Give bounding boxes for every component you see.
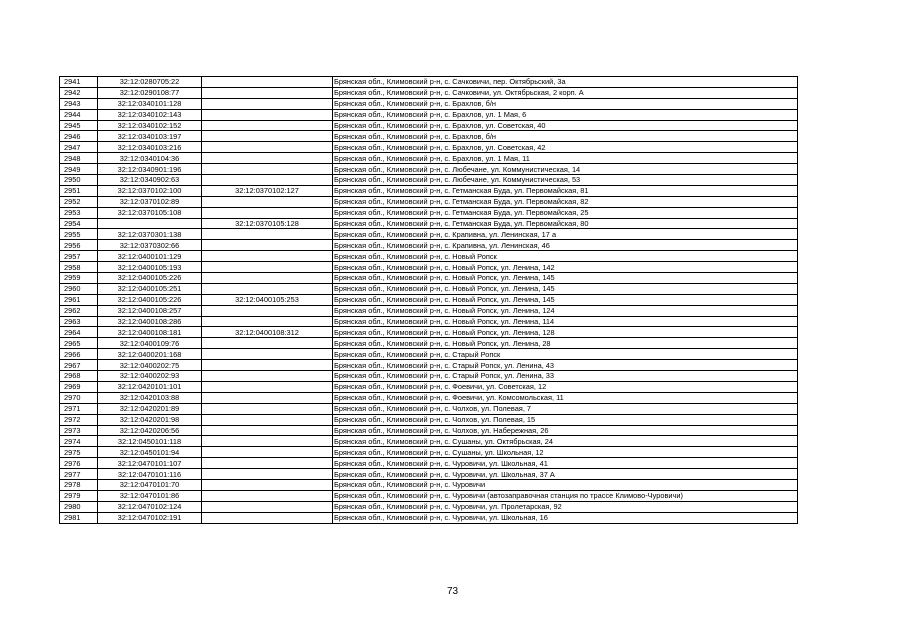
address-cell: Брянская обл., Климовский р-н, с. Сушаны, ул. Школьная, 12	[333, 447, 798, 458]
secondary-cadastral-number-cell	[202, 425, 333, 436]
table-row	[60, 316, 798, 327]
row-number-cell: 2943	[60, 98, 98, 109]
table-row	[60, 207, 798, 218]
secondary-cadastral-number-cell	[202, 490, 333, 501]
row-number-cell: 2952	[60, 196, 98, 207]
cadastral-number-cell: 32:12:0470101:70	[98, 479, 202, 490]
cadastral-number-cell: 32:12:0470101:116	[98, 469, 202, 480]
cadastral-number-cell: 32:12:0370302:66	[98, 240, 202, 251]
address-cell: Брянская обл., Климовский р-н, с. Брахлов, ул. 1 Мая, 11	[333, 153, 798, 164]
secondary-cadastral-number-cell	[202, 98, 333, 109]
address-cell: Брянская обл., Климовский р-н, с. Чуровичи	[333, 479, 798, 490]
secondary-cadastral-number-cell	[202, 131, 333, 142]
address-cell: Брянская обл., Климовский р-н, с. Брахлов, ул. 1 Мая, 6	[333, 109, 798, 120]
row-number-cell: 2953	[60, 207, 98, 218]
secondary-cadastral-number-cell	[202, 338, 333, 349]
table-row	[60, 425, 798, 436]
row-number-cell: 2960	[60, 283, 98, 294]
table-row	[60, 87, 798, 98]
table-row	[60, 98, 798, 109]
secondary-cadastral-number-cell	[202, 447, 333, 458]
table-row	[60, 403, 798, 414]
cadastral-number-cell: 32:12:0400105:193	[98, 262, 202, 273]
row-number-cell: 2970	[60, 392, 98, 403]
address-cell: Брянская обл., Климовский р-н, с. Новый Ропск, ул. Ленина, 145	[333, 294, 798, 305]
address-cell: Брянская обл., Климовский р-н, с. Брахлов, ул. Советская, 40	[333, 120, 798, 131]
address-cell: Брянская обл., Климовский р-н, с. Старый Ропск, ул. Ленина, 43	[333, 360, 798, 371]
secondary-cadastral-number-cell	[202, 479, 333, 490]
address-cell: Брянская обл., Климовский р-н, с. Новый Ропск, ул. Ленина, 145	[333, 273, 798, 284]
row-number-cell: 2957	[60, 251, 98, 262]
secondary-cadastral-number-cell	[202, 196, 333, 207]
address-cell: Брянская обл., Климовский р-н, с. Сачковичи, пер. Октябрьский, 3а	[333, 77, 798, 88]
row-number-cell: 2958	[60, 262, 98, 273]
secondary-cadastral-number-cell	[202, 175, 333, 186]
secondary-cadastral-number-cell	[202, 458, 333, 469]
row-number-cell: 2946	[60, 131, 98, 142]
table-row	[60, 381, 798, 392]
secondary-cadastral-number-cell	[202, 469, 333, 480]
table-row	[60, 349, 798, 360]
cadastral-number-cell: 32:12:0340102:143	[98, 109, 202, 120]
row-number-cell: 2944	[60, 109, 98, 120]
table-row	[60, 469, 798, 480]
secondary-cadastral-number-cell	[202, 153, 333, 164]
row-number-cell: 2978	[60, 479, 98, 490]
table-row	[60, 120, 798, 131]
secondary-cadastral-number-cell	[202, 109, 333, 120]
row-number-cell: 2981	[60, 512, 98, 523]
row-number-cell: 2950	[60, 175, 98, 186]
row-number-cell: 2971	[60, 403, 98, 414]
row-number-cell: 2967	[60, 360, 98, 371]
address-cell: Брянская обл., Климовский р-н, с. Сачковичи, ул. Октябрьская, 2 корп. А	[333, 87, 798, 98]
row-number-cell: 2972	[60, 414, 98, 425]
table-row	[60, 164, 798, 175]
table-row	[60, 479, 798, 490]
table-row	[60, 262, 798, 273]
secondary-cadastral-number-cell	[202, 392, 333, 403]
cadastral-number-cell: 32:12:0400108:181	[98, 327, 202, 338]
address-cell: Брянская обл., Климовский р-н, с. Гетманская Буда, ул. Первомайская, 80	[333, 218, 798, 229]
cadastral-number-cell: 32:12:0340901:196	[98, 164, 202, 175]
secondary-cadastral-number-cell: 32:12:0400105:253	[202, 294, 333, 305]
cadastral-number-cell: 32:12:0340101:128	[98, 98, 202, 109]
address-cell: Брянская обл., Климовский р-н, с. Крапивна, ул. Ленинская, 46	[333, 240, 798, 251]
cadastral-number-cell: 32:12:0290108:77	[98, 87, 202, 98]
address-cell: Брянская обл., Климовский р-н, с. Чолхов, ул. Набережная, 26	[333, 425, 798, 436]
secondary-cadastral-number-cell	[202, 316, 333, 327]
cadastral-number-cell: 32:12:0400101:129	[98, 251, 202, 262]
table-row	[60, 501, 798, 512]
row-number-cell: 2962	[60, 305, 98, 316]
address-cell: Брянская обл., Климовский р-н, с. Новый Ропск, ул. Ленина, 142	[333, 262, 798, 273]
address-cell: Брянская обл., Климовский р-н, с. Чуровичи, ул. Школьная, 41	[333, 458, 798, 469]
address-cell: Брянская обл., Климовский р-н, с. Брахлов, б/н	[333, 131, 798, 142]
address-cell: Брянская обл., Климовский р-н, с. Брахлов, ул. Советская, 42	[333, 142, 798, 153]
address-cell: Брянская обл., Климовский р-н, с. Гетманская Буда, ул. Первомайская, 82	[333, 196, 798, 207]
secondary-cadastral-number-cell: 32:12:0370102:127	[202, 185, 333, 196]
table-row	[60, 338, 798, 349]
address-cell: Брянская обл., Климовский р-н, с. Чуровичи, ул. Пролетарская, 92	[333, 501, 798, 512]
cadastral-number-cell: 32:12:0340902:63	[98, 175, 202, 186]
secondary-cadastral-number-cell	[202, 501, 333, 512]
cadastral-number-cell: 32:12:0280705:22	[98, 77, 202, 88]
row-number-cell: 2969	[60, 381, 98, 392]
table-row	[60, 283, 798, 294]
secondary-cadastral-number-cell	[202, 273, 333, 284]
cadastral-number-cell: 32:12:0400108:257	[98, 305, 202, 316]
address-cell: Брянская обл., Климовский р-н, с. Крапивна, ул. Ленинская, 17 а	[333, 229, 798, 240]
cadastral-number-cell: 32:12:0340104:36	[98, 153, 202, 164]
row-number-cell: 2941	[60, 77, 98, 88]
registry-table	[59, 76, 798, 524]
address-cell: Брянская обл., Климовский р-н, с. Новый Ропск, ул. Ленина, 145	[333, 283, 798, 294]
secondary-cadastral-number-cell	[202, 283, 333, 294]
secondary-cadastral-number-cell	[202, 120, 333, 131]
table-row	[60, 294, 798, 305]
address-cell: Брянская обл., Климовский р-н, с. Гетманская Буда, ул. Первомайская, 25	[333, 207, 798, 218]
address-cell: Брянская обл., Климовский р-н, с. Старый Ропск, ул. Ленина, 33	[333, 371, 798, 382]
row-number-cell: 2959	[60, 273, 98, 284]
secondary-cadastral-number-cell	[202, 436, 333, 447]
row-number-cell: 2964	[60, 327, 98, 338]
row-number-cell: 2973	[60, 425, 98, 436]
secondary-cadastral-number-cell	[202, 360, 333, 371]
row-number-cell: 2956	[60, 240, 98, 251]
cadastral-number-cell: 32:12:0420201:89	[98, 403, 202, 414]
secondary-cadastral-number-cell	[202, 403, 333, 414]
cadastral-number-cell: 32:12:0420201:98	[98, 414, 202, 425]
cadastral-number-cell: 32:12:0400109:76	[98, 338, 202, 349]
secondary-cadastral-number-cell	[202, 251, 333, 262]
cadastral-number-cell: 32:12:0470102:191	[98, 512, 202, 523]
secondary-cadastral-number-cell	[202, 512, 333, 523]
cadastral-number-cell: 32:12:0340102:152	[98, 120, 202, 131]
secondary-cadastral-number-cell	[202, 240, 333, 251]
address-cell: Брянская обл., Климовский р-н, с. Сушаны, ул. Октябрьская, 24	[333, 436, 798, 447]
secondary-cadastral-number-cell	[202, 207, 333, 218]
table-row	[60, 131, 798, 142]
table-row	[60, 218, 798, 229]
cadastral-number-cell: 32:12:0470101:107	[98, 458, 202, 469]
cadastral-number-cell: 32:12:0400202:75	[98, 360, 202, 371]
row-number-cell: 2961	[60, 294, 98, 305]
address-cell: Брянская обл., Климовский р-н, с. Чолхов, ул. Полевая, 7	[333, 403, 798, 414]
cadastral-number-cell: 32:12:0340103:197	[98, 131, 202, 142]
address-cell: Брянская обл., Климовский р-н, с. Старый Ропск	[333, 349, 798, 360]
cadastral-number-cell: 32:12:0400202:93	[98, 371, 202, 382]
cadastral-number-cell: 32:12:0340103:216	[98, 142, 202, 153]
table-row	[60, 142, 798, 153]
table-row	[60, 327, 798, 338]
cadastral-number-cell: 32:12:0470101:86	[98, 490, 202, 501]
cadastral-number-cell: 32:12:0420103:88	[98, 392, 202, 403]
secondary-cadastral-number-cell	[202, 142, 333, 153]
secondary-cadastral-number-cell	[202, 262, 333, 273]
row-number-cell: 2965	[60, 338, 98, 349]
cadastral-number-cell: 32:12:0370102:100	[98, 185, 202, 196]
secondary-cadastral-number-cell	[202, 87, 333, 98]
address-cell: Брянская обл., Климовский р-н, с. Новый Ропск, ул. Ленина, 114	[333, 316, 798, 327]
row-number-cell: 2947	[60, 142, 98, 153]
table-row	[60, 371, 798, 382]
table-row	[60, 251, 798, 262]
cadastral-number-cell: 32:12:0400105:226	[98, 294, 202, 305]
row-number-cell: 2979	[60, 490, 98, 501]
table-row	[60, 229, 798, 240]
secondary-cadastral-number-cell	[202, 381, 333, 392]
table-row	[60, 77, 798, 88]
cadastral-number-cell: 32:12:0370105:108	[98, 207, 202, 218]
cadastral-number-cell: 32:12:0420206:56	[98, 425, 202, 436]
secondary-cadastral-number-cell	[202, 371, 333, 382]
secondary-cadastral-number-cell	[202, 305, 333, 316]
table-row	[60, 109, 798, 120]
address-cell: Брянская обл., Климовский р-н, с. Новый Ропск	[333, 251, 798, 262]
row-number-cell: 2963	[60, 316, 98, 327]
row-number-cell: 2951	[60, 185, 98, 196]
cadastral-number-cell: 32:12:0400108:286	[98, 316, 202, 327]
secondary-cadastral-number-cell	[202, 414, 333, 425]
registry-table-body	[60, 77, 798, 524]
address-cell: Брянская обл., Климовский р-н, с. Фоевичи, ул. Советская, 12	[333, 381, 798, 392]
address-cell: Брянская обл., Климовский р-н, с. Любечане, ул. Коммунистическая, 53	[333, 175, 798, 186]
address-cell: Брянская обл., Климовский р-н, с. Любечане, ул. Коммунистическая, 14	[333, 164, 798, 175]
cadastral-number-cell: 32:12:0370301:138	[98, 229, 202, 240]
secondary-cadastral-number-cell	[202, 164, 333, 175]
address-cell: Брянская обл., Климовский р-н, с. Чуровичи, ул. Школьная, 16	[333, 512, 798, 523]
address-cell: Брянская обл., Климовский р-н, с. Гетманская Буда, ул. Первомайская, 81	[333, 185, 798, 196]
table-row	[60, 490, 798, 501]
table-row	[60, 392, 798, 403]
cadastral-number-cell: 32:12:0400201:168	[98, 349, 202, 360]
cadastral-number-cell: 32:12:0450101:118	[98, 436, 202, 447]
address-cell: Брянская обл., Климовский р-н, с. Брахлов, б/н	[333, 98, 798, 109]
cadastral-number-cell: 32:12:0450101:94	[98, 447, 202, 458]
table-row	[60, 458, 798, 469]
table-row	[60, 153, 798, 164]
cadastral-number-cell: 32:12:0470102:124	[98, 501, 202, 512]
secondary-cadastral-number-cell: 32:12:0400108:312	[202, 327, 333, 338]
row-number-cell: 2980	[60, 501, 98, 512]
table-row	[60, 360, 798, 371]
table-row	[60, 175, 798, 186]
table-row	[60, 305, 798, 316]
address-cell: Брянская обл., Климовский р-н, с. Фоевичи, ул. Комсомольская, 11	[333, 392, 798, 403]
cadastral-number-cell: 32:12:0400105:226	[98, 273, 202, 284]
table-row	[60, 196, 798, 207]
row-number-cell: 2974	[60, 436, 98, 447]
cadastral-number-cell: 32:12:0370102:89	[98, 196, 202, 207]
row-number-cell: 2949	[60, 164, 98, 175]
table-row	[60, 447, 798, 458]
address-cell: Брянская обл., Климовский р-н, с. Чуровичи, ул. Школьная, 37 А	[333, 469, 798, 480]
address-cell: Брянская обл., Климовский р-н, с. Новый Ропск, ул. Ленина, 124	[333, 305, 798, 316]
row-number-cell: 2954	[60, 218, 98, 229]
row-number-cell: 2955	[60, 229, 98, 240]
row-number-cell: 2977	[60, 469, 98, 480]
table-row	[60, 512, 798, 523]
table-row	[60, 273, 798, 284]
cadastral-number-cell	[98, 218, 202, 229]
row-number-cell: 2975	[60, 447, 98, 458]
cadastral-number-cell: 32:12:0400105:251	[98, 283, 202, 294]
row-number-cell: 2945	[60, 120, 98, 131]
table-row	[60, 240, 798, 251]
row-number-cell: 2976	[60, 458, 98, 469]
cadastral-number-cell: 32:12:0420101:101	[98, 381, 202, 392]
secondary-cadastral-number-cell	[202, 349, 333, 360]
row-number-cell: 2966	[60, 349, 98, 360]
table-row	[60, 436, 798, 447]
table-row	[60, 414, 798, 425]
row-number-cell: 2948	[60, 153, 98, 164]
secondary-cadastral-number-cell	[202, 77, 333, 88]
address-cell: Брянская обл., Климовский р-н, с. Чолхов, ул. Полевая, 15	[333, 414, 798, 425]
address-cell: Брянская обл., Климовский р-н, с. Новый Ропск, ул. Ленина, 128	[333, 327, 798, 338]
table-row	[60, 185, 798, 196]
row-number-cell: 2942	[60, 87, 98, 98]
page-number: 73	[446, 586, 459, 597]
row-number-cell: 2968	[60, 371, 98, 382]
secondary-cadastral-number-cell: 32:12:0370105:128	[202, 218, 333, 229]
address-cell: Брянская обл., Климовский р-н, с. Чуровичи (автозаправочная станция по трассе Климово-Чуровичи)	[333, 490, 798, 501]
address-cell: Брянская обл., Климовский р-н, с. Новый Ропск, ул. Ленина, 28	[333, 338, 798, 349]
secondary-cadastral-number-cell	[202, 229, 333, 240]
